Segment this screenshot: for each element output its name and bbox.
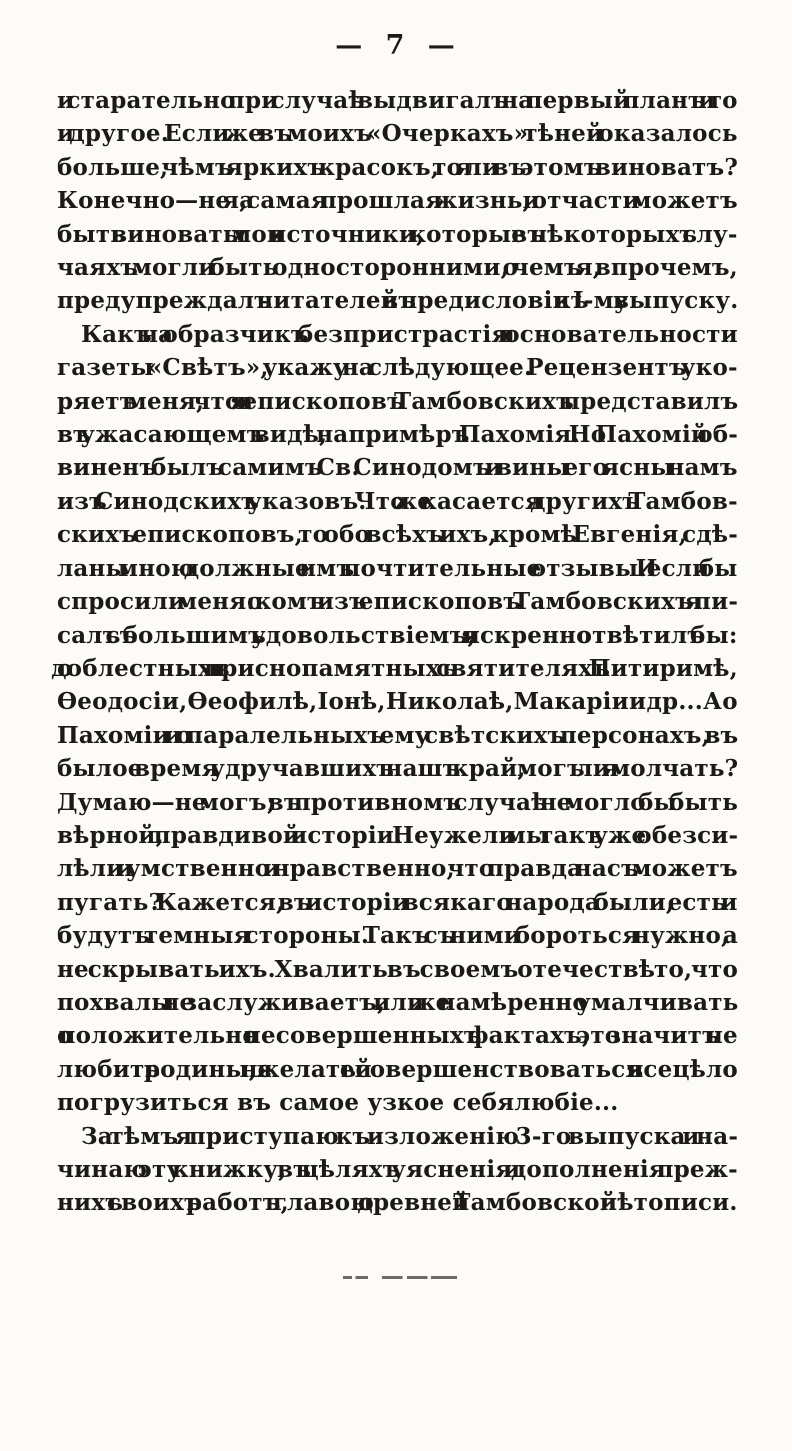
text-line: пугать? Кажется, въ исторіи всякаго народа были, есть и bbox=[57, 888, 738, 916]
text-line: За тѣмъ я приступаю къ изложенію 3-го выпуска и на- bbox=[81, 1122, 739, 1150]
text-line: чаяхъ могли быть односторонними, о чемъ я, впрочемъ, bbox=[57, 254, 738, 282]
text-line: салъ съ большимъ удовольствіемъ, я искренно отвѣтилъ бы: bbox=[57, 621, 738, 649]
text-line: спросили меня: о комъ изъ епископовъ Тамбовскихъ я пи- bbox=[57, 588, 739, 616]
text-line: предупреждалъ читателей въ предисловіи къ I-му выпуску. bbox=[57, 287, 739, 315]
paragraph bbox=[57, 84, 738, 318]
dashed-rule-divider bbox=[343, 1276, 457, 1279]
text-line: больше, чѣмъ яркихъ красокъ, то я ли въ этомъ виноватъ? bbox=[57, 153, 739, 181]
text-line: ланы мною должные имъ почтительные отзывы. И если бы bbox=[57, 554, 738, 582]
text-line: ряетъ меня, что я и епископовъ Тамбовскихъ представилъ bbox=[57, 387, 739, 415]
text-line: былое время удручавшихъ нашъ край, могъ ли я молчать? bbox=[57, 755, 739, 783]
text-line: быть виноваты мои источники, которые въ нѣкоторыхъ слу- bbox=[57, 220, 738, 248]
paragraph bbox=[57, 318, 738, 1120]
text-line: виненъ былъ самимъ Св. Синодомъ и вины его ясны намъ bbox=[57, 454, 738, 482]
text-line: будутъ темныя стороны. Такъ съ ними бороться нужно, а bbox=[57, 922, 739, 950]
text-line: похвалы не заслуживаетъ, или же намѣренно умалчивать bbox=[57, 988, 739, 1016]
text-line: газеты «Свѣтъ», укажу на слѣдующее. Рецензентъ уко- bbox=[57, 354, 738, 382]
text-line: Ѳеодосіи, Ѳеофилѣ, Іонѣ, Николаѣ, Макаріи и др... А о bbox=[57, 688, 738, 716]
text-line: и другое. Если же въ моихъ «Очеркахъ» тѣней оказалось bbox=[57, 120, 738, 148]
text-line: лѣли и умственно и нравственно, что правда насъ можетъ bbox=[57, 855, 738, 883]
text-column bbox=[57, 84, 738, 1220]
text-line: о доблестныхъ и приснопамятныхъ святителяхъ Питиримѣ, bbox=[57, 654, 738, 682]
paragraph bbox=[57, 1120, 738, 1220]
text-line: не скрывать ихъ. Хвалить въ своемъ отечествѣ то, что bbox=[57, 955, 739, 983]
text-line: въ ужасающемъ видѣ, напримѣръ Пахомія. Но Пахомій об- bbox=[57, 421, 739, 449]
text-line: чинаю эту книжку, въ цѣляхъ уясненія и дополненія преж- bbox=[57, 1156, 738, 1183]
text-line: Пахоміи и о паралельныхъ ему свѣтскихъ персонахъ, въ bbox=[57, 721, 739, 749]
text-line: вѣрной, правдивой исторіи. Неужели мы такъ уже обезси- bbox=[57, 821, 739, 849]
text-line: Какъ на образчикъ безпристрастія и основательности bbox=[81, 320, 738, 348]
text-line: скихъ епископовъ, то обо всѣхъ ихъ, кромѣ Евгенія, сдѣ- bbox=[57, 521, 738, 549]
text-line: Конечно—не я, а самая прошлая жизнь, и отчасти можетъ bbox=[57, 187, 738, 215]
text-line: любить родины, не желать ей совершенствоваться и всецѣло bbox=[57, 1055, 738, 1083]
text-line: и старательно при случаѣ выдвигалъ на первый планъ и то bbox=[57, 87, 738, 114]
text-line: погрузиться въ самое узкое себялюбіе... bbox=[57, 1089, 619, 1117]
text-line: изъ Синодскихъ указовъ. Что же касается другихъ Тамбов- bbox=[57, 487, 738, 515]
page-number: — 7 — bbox=[335, 30, 457, 61]
text-line: нихъ своихъ работъ, главою о древней Тамбовской лѣтописи. bbox=[57, 1189, 738, 1217]
text-line: о положительно несовершенныхъ фактахъ, это значитъ не bbox=[57, 1022, 738, 1050]
text-line: Думаю—не могъ; въ противномъ случаѣ не могло бы быть bbox=[57, 788, 739, 816]
